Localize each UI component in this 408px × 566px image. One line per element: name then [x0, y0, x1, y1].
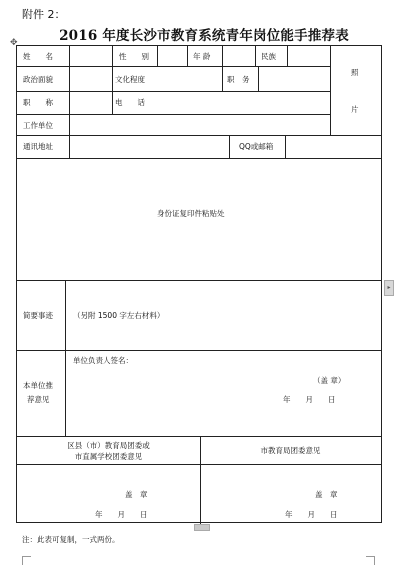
city-seal-label: 盖 章 — [315, 490, 338, 499]
col-divider — [65, 280, 66, 436]
unit-seal-label: （盖 章） — [313, 376, 346, 385]
qq-email-label: QQ或邮箱 — [239, 142, 274, 151]
unit-opinion-label-2: 荐意见 — [27, 395, 50, 404]
address-label: 通讯地址 — [23, 142, 53, 151]
photo-label-1: 照 — [351, 68, 359, 77]
col-divider — [222, 46, 223, 91]
phone-label: 电 话 — [115, 98, 145, 107]
ethnicity-label: 民族 — [261, 52, 276, 61]
job-title-label: 职 称 — [23, 98, 53, 107]
deeds-note: （另附 1500 字左右材料） — [73, 311, 165, 320]
age-label: 年 龄 — [193, 52, 211, 61]
district-opinion-label-1: 区县（市）教育局团委或 — [67, 441, 150, 450]
table-resize-handle-icon[interactable]: ▸ — [384, 280, 394, 296]
id-copy-label: 身份证复印件粘贴处 — [157, 209, 225, 218]
col-divider — [69, 46, 70, 158]
photo-divider — [330, 46, 331, 135]
row-divider — [17, 91, 330, 92]
col-divider — [229, 135, 230, 158]
district-seal-label: 盖 章 — [125, 490, 148, 499]
crop-mark-icon — [366, 556, 375, 565]
name-label: 姓 名 — [23, 52, 53, 61]
row-divider — [17, 66, 330, 67]
workplace-label: 工作单位 — [23, 121, 53, 130]
col-divider — [285, 135, 286, 158]
education-label: 文化程度 — [115, 75, 145, 84]
col-divider — [112, 46, 113, 114]
photo-label-2: 片 — [351, 105, 359, 114]
deeds-label: 简要事迹 — [23, 311, 53, 320]
district-date-label: 年 月 日 — [95, 510, 148, 519]
row-divider — [17, 350, 381, 351]
col-divider — [287, 46, 288, 66]
recommendation-form-table — [16, 45, 382, 523]
row-divider — [17, 135, 381, 136]
position-label: 职 务 — [227, 75, 250, 84]
row-insert-handle-icon[interactable] — [194, 524, 210, 531]
row-divider — [17, 436, 381, 437]
table-move-handle-icon[interactable]: ✥ — [10, 38, 18, 48]
unit-date-label: 年 月 日 — [283, 395, 336, 404]
form-title: 2016 年度长沙市教育系统青年岗位能手推荐表 — [59, 28, 349, 44]
unit-head-sign-label: 单位负责人签名： — [73, 356, 133, 365]
col-divider — [258, 66, 259, 91]
row-divider — [17, 158, 381, 159]
footnote: 注：此表可复制，一式两份。 — [22, 535, 120, 544]
crop-mark-icon — [22, 556, 31, 565]
row-divider — [17, 464, 381, 465]
row-divider — [17, 280, 381, 281]
city-date-label: 年 月 日 — [285, 510, 338, 519]
attachment-label: 附件 2： — [22, 8, 66, 21]
row-divider — [17, 114, 330, 115]
col-divider — [255, 46, 256, 66]
district-opinion-label-2: 市直属学校团委意见 — [74, 452, 143, 461]
political-status-label: 政治面貌 — [23, 75, 53, 84]
unit-opinion-label-1: 本单位推 — [23, 381, 53, 390]
gender-label: 性 别 — [119, 52, 149, 61]
city-opinion-label: 市教育局团委意见 — [260, 446, 321, 455]
col-divider — [157, 46, 158, 66]
col-divider — [187, 46, 188, 66]
